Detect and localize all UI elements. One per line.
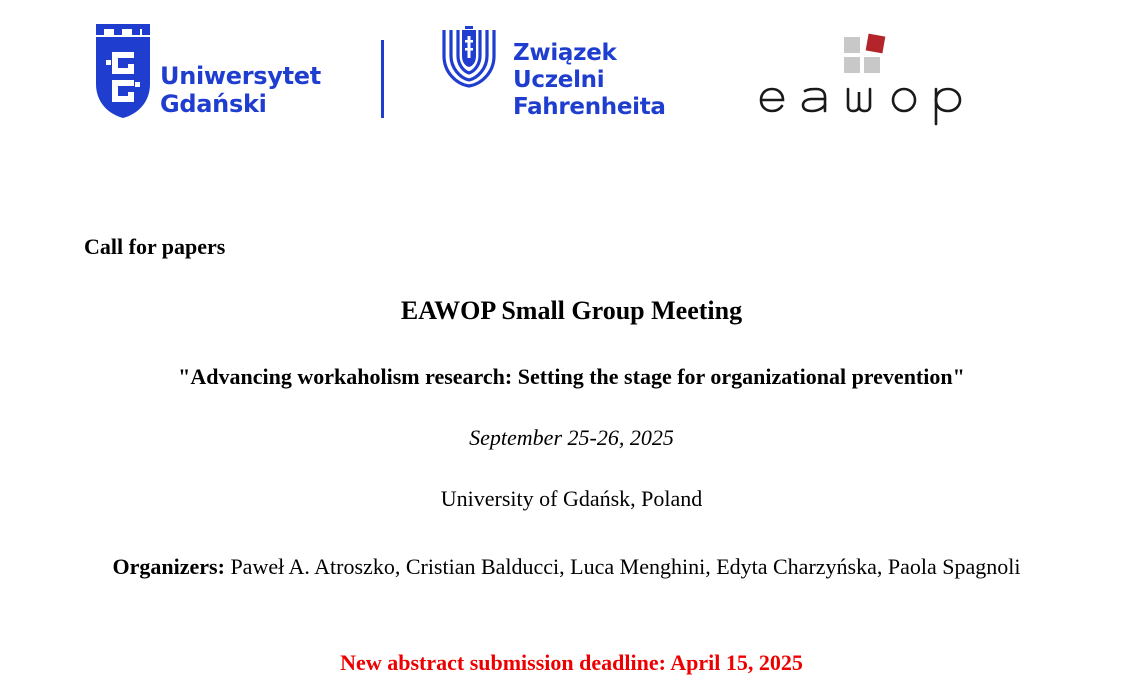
ug-name-line2: Gdański	[160, 90, 267, 118]
zuf-name-line3: Fahrenheita	[513, 94, 666, 120]
university-of-gdansk-logo	[94, 24, 334, 124]
meeting-title: EAWOP Small Group Meeting	[400, 296, 743, 325]
meeting-dates: September 25-26, 2025	[469, 425, 674, 450]
ug-name-line1: Uniwersytet	[160, 62, 321, 90]
meeting-venue: University of Gdańsk, Poland	[440, 486, 703, 511]
organizers-label: Organizers:	[112, 554, 225, 579]
organizers-names: Paweł A. Atroszko, Cristian Balducci, Luca Menghini, Edyta Charzyńska, Paola Spagnoli	[230, 554, 1021, 579]
logo-divider	[381, 40, 384, 118]
zuf-wordmark	[513, 40, 666, 121]
eawop-squares-icon	[843, 33, 887, 77]
zuf-name-line1: Związek	[513, 40, 617, 66]
ug-wordmark	[160, 62, 321, 118]
eawop-logo	[756, 30, 976, 130]
ug-shield-icon	[94, 24, 152, 120]
meeting-subtitle: "Advancing workaholism research: Setting the stage for organizational prevention"	[178, 364, 965, 389]
call-for-papers-label: Call for papers	[84, 234, 226, 259]
zwiazek-uczelni-fahrenheita-logo	[440, 26, 680, 126]
organizers-paragraph	[100, 546, 1033, 588]
submission-deadline: New abstract submission deadline: April 15, 2025	[340, 650, 803, 675]
zuf-name-line2: Uczelni	[513, 67, 605, 93]
eawop-wordmark-icon	[756, 84, 971, 126]
zuf-emblem-icon	[440, 26, 498, 90]
logo-header	[0, 0, 1143, 150]
